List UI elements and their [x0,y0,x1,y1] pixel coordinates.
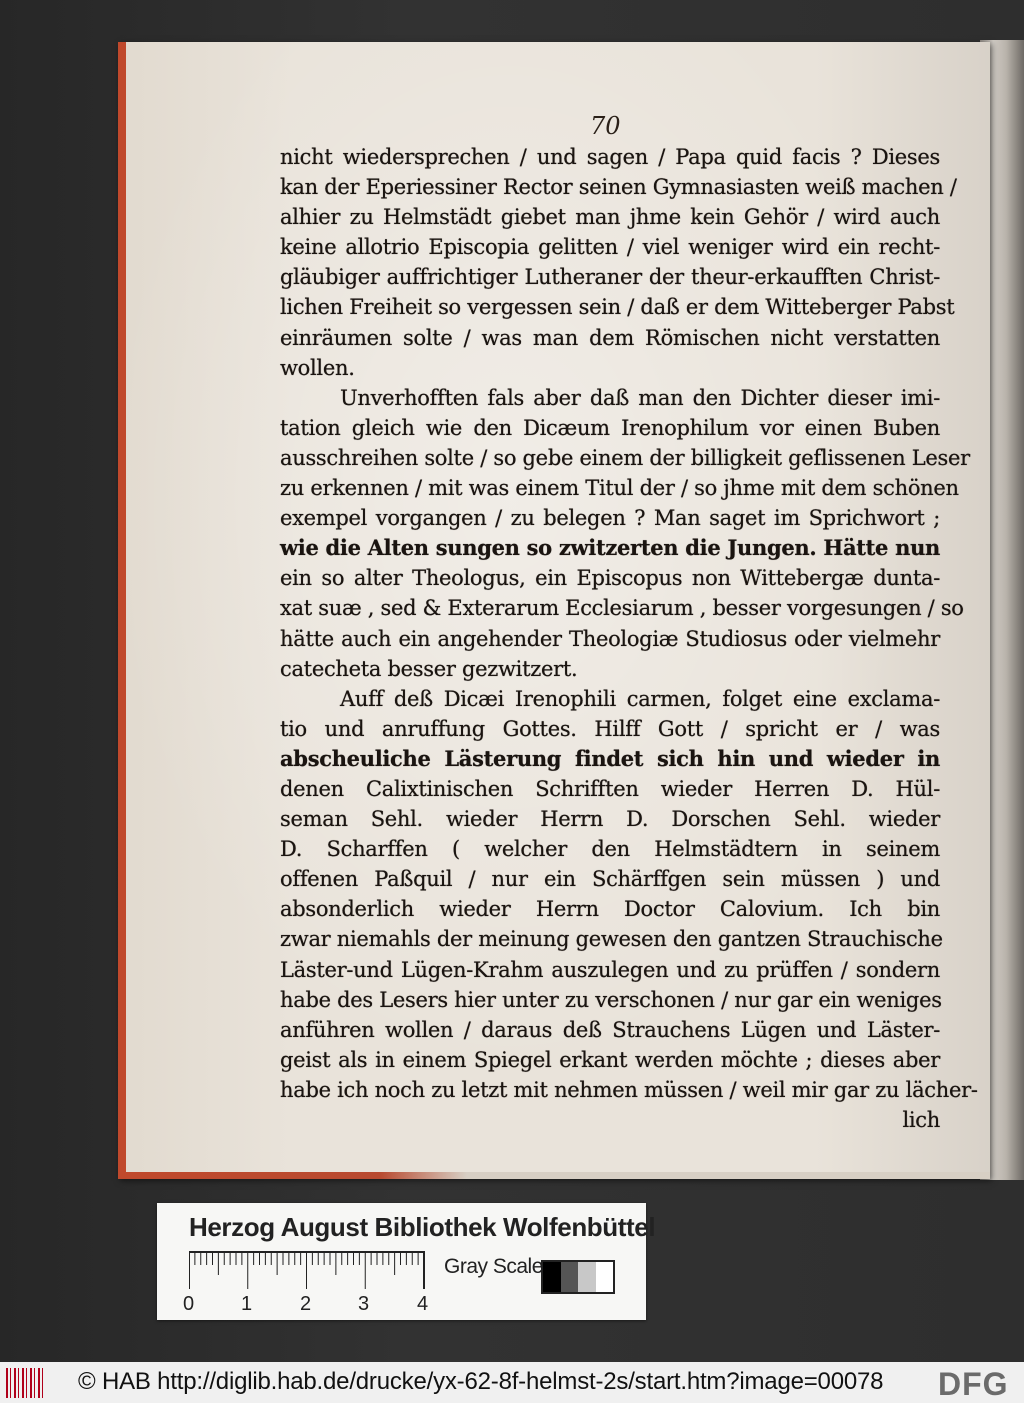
gray-scale-label: Gray Scale [444,1255,543,1278]
text-line: geist als in einem Spiegel erkant werden möchte ; dieses aber [280,1047,940,1072]
gray-swatch-light [578,1262,596,1292]
text-line: zu erkennen / mit was einem Titul der / so jhme mit dem schönen [280,476,959,501]
text-line: xat suæ , sed & Exterarum Ecclesiarum , besser vorgesungen / so [280,596,964,621]
ruler-number: 0 [183,1293,195,1315]
library-name: Herzog August Bibliothek Wolfenbüttel [189,1212,656,1242]
text-line: habe ich noch zu letzt mit nehmen müssen / weil mir gar zu lächer- [280,1077,978,1102]
text-line: tation gleich wie den Dicæum Irenophilum vor einen Buben [280,415,940,440]
text-line: absonderlich wieder Herrn Doctor Calovium. Ich bin [280,897,940,922]
gray-swatch-black [543,1262,561,1292]
text-line: wollen. [280,355,355,380]
text-line: ein so alter Theologus, ein Episcopus non Wittebergæ dunta- [280,566,940,591]
text-line: keine allotrio Episcopia gelitten / viel weniger wird ein recht- [280,235,940,260]
ruler-number: 2 [300,1293,312,1315]
library-label-card [157,1203,656,1320]
page-red-edge [118,42,126,1179]
text-line: Auff deß Dicæi Irenophili carmen, folget eine exclama- [340,686,940,711]
text-line: lichen Freiheit so vergessen sein / daß er dem Witteberger Pabst [280,295,955,320]
text-line: ausschreihen solte / so gebe einem der billigkeit geflissenen Leser [280,445,970,470]
text-line: alhier zu Helmstädt giebet man jhme kein Gehör / wird auch [280,205,940,230]
text-line: seman Sehl. wieder Herrn D. Dorschen Sehl. wieder [280,807,940,832]
ruler-number: 1 [241,1293,253,1315]
page-bottom-edge [118,1172,990,1179]
ruler-numbers [183,1293,443,1315]
text-line: Läster-und Lügen-Krahm auszulegen und zu prüffen / sondern [280,957,940,982]
text-line: wie die Alten sungen so zwitzerten die Jungen. Hätte nun [280,535,941,561]
ruler-number: 3 [358,1293,370,1315]
text-line: einräumen solte / was man dem Römischen nicht verstatten [280,325,940,350]
ruler-icon [189,1251,425,1291]
text-line: zwar niemahls der meinung gewesen den gantzen Strauchische [280,927,943,952]
text-line: abscheuliche Lästerung findet sich hin und wieder in [280,745,940,771]
text-line: exempel vorgangen / zu belegen ? Man saget im Sprichwort ; [280,506,940,531]
text-line: gläubiger auffrichtiger Lutheraner der theur-erkaufften Christ- [280,265,940,290]
text-line: tio und anruffung Gottes. Hilff Gott / spricht er / was [280,716,940,741]
text-line: catecheta besser gezwitzert. [280,656,578,681]
barcode-icon [6,1368,46,1398]
catchword: lich [902,1108,940,1132]
gray-swatch-dark [561,1262,579,1292]
page-text [280,142,978,1135]
footer-citation: © HAB http://diglib.hab.de/drucke/yx-62-8f-helmst-2s/start.htm?image=00078 [78,1368,884,1395]
text-line: habe des Lesers hier unter zu verschonen / nur gar ein weniges [280,987,942,1012]
gray-scale-swatch [541,1260,615,1294]
dfg-logo: DFG [938,1366,1009,1402]
ruler-number: 4 [417,1293,429,1315]
text-line: anführen wollen / daraus deß Strauchens Lügen und Läster- [280,1017,940,1042]
text-line: nicht wiedersprechen / und sagen / Papa quid facis ? Dieses [280,145,940,169]
text-line: D. Scharffen ( welcher den Helmstädtern in seinem [280,837,940,862]
text-line: hätte auch ein angehender Theologiæ Studiosus oder vielmehr [280,626,940,651]
text-line: offenen Paßquil / nur ein Schärffgen sein müssen ) und [280,867,940,892]
footer-bar [0,1362,1024,1403]
text-line: denen Calixtinischen Schrifften wieder Herren D. Hül- [280,776,940,801]
text-line: kan der Eperiessiner Rector seinen Gymnasiasten weiß machen / [280,175,957,200]
text-line: Unverhofften fals aber daß man den Dichter dieser imi- [340,385,940,410]
page-number: 70 [590,112,621,140]
gray-swatch-white [596,1262,614,1292]
